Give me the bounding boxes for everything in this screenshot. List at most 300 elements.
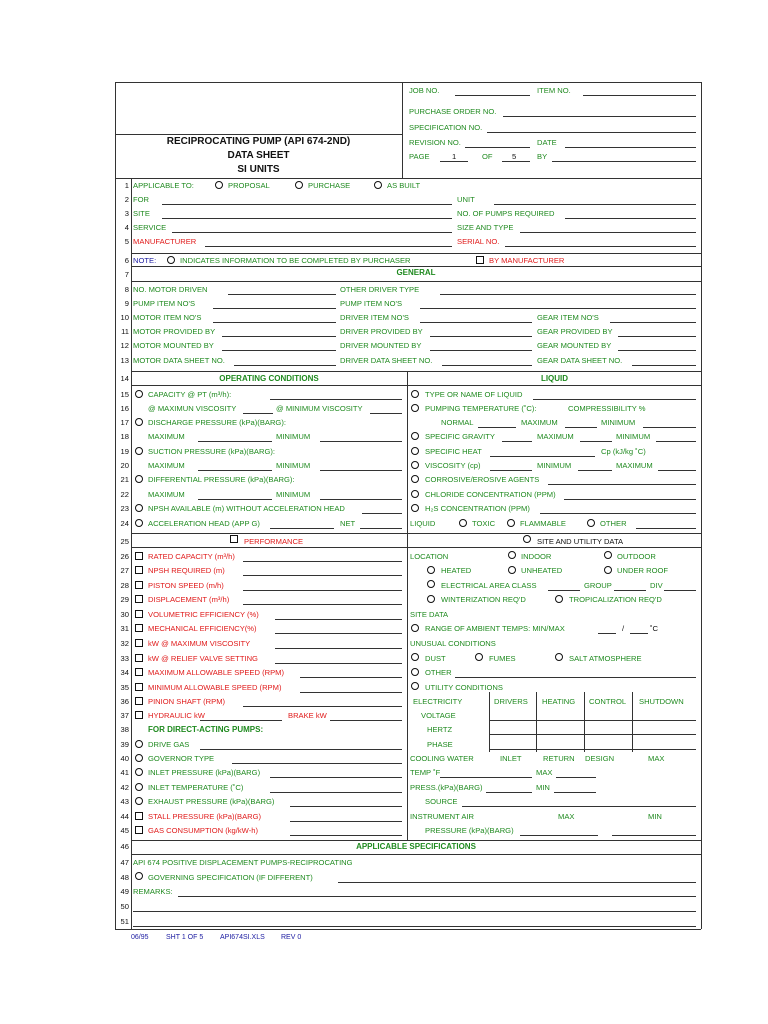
visc-max-label: MAXIMUM — [616, 461, 653, 470]
min-speed-label: MINIMUM ALLOWABLE SPEED (RPM) — [148, 683, 282, 692]
temp-min-field[interactable] — [643, 427, 696, 428]
driver-item-nos-label: DRIVER ITEM NO'S — [340, 313, 409, 322]
under-roof-label: UNDER ROOF — [617, 566, 669, 575]
suction-max-field[interactable] — [198, 470, 272, 471]
kw-max-visc-label: kW @ MAXIMUM VISCOSITY — [148, 639, 251, 648]
rev-no-label: REVISION NO. — [409, 138, 461, 147]
displacement-checkbox[interactable] — [135, 595, 143, 603]
visc-max-field[interactable] — [658, 470, 696, 471]
specific-gravity-label: SPECIFIC GRAVITY — [425, 432, 495, 441]
utility-label: UTILITY CONDITIONS — [425, 683, 503, 692]
toxic-radio[interactable] — [459, 519, 467, 527]
utility-radio[interactable] — [411, 682, 419, 690]
mech-eff-label: MECHANICAL EFFICIENCY(%) — [148, 624, 257, 633]
inlet-temp-label: INLET TEMPERATURE (˚C) — [148, 783, 244, 792]
npsh-available-label: NPSH AVAILABLE (m) WITHOUT ACCELERATION HEAD — [148, 504, 345, 513]
ia-min-label: MIN — [648, 812, 662, 821]
temp-max-field-cw[interactable] — [556, 777, 596, 778]
specific-gravity-field[interactable] — [502, 441, 532, 442]
differential-max-field[interactable] — [198, 499, 272, 500]
pump-temp-radio[interactable] — [411, 404, 419, 412]
kw-relief-field[interactable] — [275, 663, 402, 664]
gas-consumption-checkbox[interactable] — [135, 826, 143, 834]
outdoor-radio[interactable] — [604, 551, 612, 559]
row-number: 26 — [120, 552, 129, 561]
cw-design-header: DESIGN — [585, 754, 615, 763]
pump-item-nos-field-2[interactable] — [420, 308, 696, 309]
h2s-radio[interactable] — [411, 504, 419, 512]
chloride-field[interactable] — [564, 499, 696, 500]
dust-radio[interactable] — [411, 653, 419, 661]
discharge-label: DISCHARGE PRESSURE (kPa)(BARG): — [148, 418, 286, 427]
row-number: 37 — [120, 711, 129, 720]
remarks-field-3[interactable] — [133, 926, 696, 927]
kw-relief-label: kW @ RELIEF VALVE SETTING — [148, 654, 258, 663]
winterization-radio[interactable] — [427, 595, 435, 603]
page-label: PAGE — [409, 152, 430, 161]
temp-max-label: MAXIMUM — [521, 418, 558, 427]
temp-f-label: TEMP ˚F — [410, 768, 441, 777]
rated-capacity-checkbox[interactable] — [135, 552, 143, 560]
remarks-field-1[interactable] — [178, 896, 696, 897]
specific-gravity-radio[interactable] — [411, 432, 419, 440]
driver-mounted-by-field[interactable] — [430, 350, 532, 351]
size-type-field[interactable] — [520, 232, 696, 233]
differential-label: DIFFERENTIAL PRESSURE (kPa)(BARG): — [148, 475, 295, 484]
pump-item-nos-field[interactable] — [213, 308, 336, 309]
temp-f-field[interactable] — [440, 777, 532, 778]
serial-no-label: SERIAL NO. — [457, 237, 500, 246]
row-number: 12 — [120, 341, 129, 350]
displacement-label: DISPLACEMENT (m³/h) — [148, 595, 230, 604]
proposal-radio[interactable] — [215, 181, 223, 189]
frame-bottom — [115, 929, 701, 930]
motor-data-sheet-field[interactable] — [234, 365, 336, 366]
row-number: 32 — [120, 639, 129, 648]
specific-heat-radio[interactable] — [411, 447, 419, 455]
row-number: 14 — [120, 374, 129, 383]
differential-min-label: MINIMUM — [276, 490, 311, 499]
motor-mounted-by-field[interactable] — [222, 350, 336, 351]
purchase-label: PURCHASE — [308, 181, 351, 190]
winterization-label: WINTERIZATION REQ'D — [441, 595, 526, 604]
manufacturer-symbol-icon — [476, 256, 484, 264]
flammable-label: FLAMMABLE — [520, 519, 566, 528]
hydraulic-kw-label: HYDRAULIC kW — [148, 711, 205, 720]
ia-max-field[interactable] — [520, 835, 598, 836]
row-number: 35 — [120, 683, 129, 692]
phase-row-line[interactable] — [489, 749, 696, 750]
outdoor-label: OUTDOOR — [617, 552, 656, 561]
max-speed-field[interactable] — [300, 677, 402, 678]
sg-max-field[interactable] — [580, 441, 612, 442]
ia-min-field[interactable] — [612, 835, 696, 836]
sg-min-label: MINIMUM — [616, 432, 651, 441]
for-field[interactable] — [162, 204, 452, 205]
row-number: 49 — [120, 887, 129, 896]
inlet-temp-field[interactable] — [270, 792, 402, 793]
size-type-label: SIZE AND TYPE — [457, 223, 514, 232]
row-number: 23 — [120, 504, 129, 513]
remarks-field-2[interactable] — [133, 911, 696, 912]
liquid-other-radio[interactable] — [587, 519, 595, 527]
discharge-max-label: MAXIMUM — [148, 432, 185, 441]
rated-capacity-label: RATED CAPACITY (m³/h) — [148, 552, 235, 561]
hydraulic-kw-checkbox[interactable] — [135, 711, 143, 719]
mech-eff-field[interactable] — [275, 633, 402, 634]
row-number: 40 — [120, 754, 129, 763]
row-number: 16 — [120, 404, 129, 413]
as-built-radio[interactable] — [374, 181, 382, 189]
min-visc-field[interactable] — [370, 413, 402, 414]
press-min-field[interactable] — [554, 792, 596, 793]
direct-acting-heading: FOR DIRECT-ACTING PUMPS: — [148, 725, 264, 734]
driver-mounted-by-label: DRIVER MOUNTED BY — [340, 341, 422, 350]
heated-radio[interactable] — [427, 566, 435, 574]
temp-normal-label: NORMAL — [441, 418, 474, 427]
service-field[interactable] — [172, 232, 452, 233]
row-number: 30 — [120, 610, 129, 619]
discharge-min-label: MINIMUM — [276, 432, 311, 441]
page-field — [440, 161, 468, 162]
piston-speed-label: PISTON SPEED (m/h) — [148, 581, 224, 590]
vol-eff-label: VOLUMETRIC EFFICIENCY (%) — [148, 610, 259, 619]
voltage-row-line[interactable] — [489, 720, 696, 721]
cw-inlet-header: INLET — [500, 754, 522, 763]
under-roof-radio[interactable] — [604, 566, 612, 574]
capacity-field[interactable] — [270, 399, 402, 400]
inlet-pressure-radio[interactable] — [135, 768, 143, 776]
inlet-pressure-field[interactable] — [270, 777, 402, 778]
div-label: DIV — [650, 581, 663, 590]
viscosity-label: VISCOSITY (cp) — [425, 461, 481, 470]
vol-eff-checkbox[interactable] — [135, 610, 143, 618]
ambient-min-field[interactable] — [598, 633, 616, 634]
gear-data-sheet-field[interactable] — [632, 365, 696, 366]
row-number: 51 — [120, 917, 129, 926]
min-speed-checkbox[interactable] — [135, 683, 143, 691]
max-visc-field[interactable] — [243, 413, 273, 414]
row-number: 48 — [120, 873, 129, 882]
suction-max-label: MAXIMUM — [148, 461, 185, 470]
rev-no-field[interactable] — [465, 147, 530, 148]
sg-min-field[interactable] — [656, 441, 696, 442]
row-number: 11 — [121, 327, 129, 336]
displacement-field[interactable] — [243, 604, 402, 605]
row-number: 17 — [120, 418, 129, 427]
row-number: 38 — [120, 725, 129, 734]
row-number: 39 — [120, 740, 129, 749]
temp-max-field[interactable] — [565, 427, 597, 428]
viscosity-field[interactable] — [490, 470, 532, 471]
temp-min-label: MINIMUM — [601, 418, 636, 427]
item-no-field[interactable] — [583, 95, 696, 96]
vol-eff-field[interactable] — [275, 619, 402, 620]
ambient-radio[interactable] — [411, 624, 419, 632]
governor-type-label: GOVERNOR TYPE — [148, 754, 215, 763]
differential-radio[interactable] — [135, 475, 143, 483]
instrument-air-label: INSTRUMENT AIR — [410, 812, 474, 821]
dust-label: DUST — [425, 654, 446, 663]
governor-type-field[interactable] — [232, 763, 402, 764]
gear-provided-by-field[interactable] — [618, 336, 696, 337]
liquid-type-label: TYPE OR NAME OF LIQUID — [425, 390, 523, 399]
driver-data-sheet-field[interactable] — [442, 365, 532, 366]
gear-item-nos-field[interactable] — [610, 322, 696, 323]
kw-relief-checkbox[interactable] — [135, 654, 143, 662]
utility-grid-line-3 — [584, 692, 585, 752]
visc-min-label: MINIMUM — [537, 461, 572, 470]
operating-heading: OPERATING CONDITIONS — [219, 374, 319, 383]
site-other-field[interactable] — [455, 677, 696, 678]
specific-heat-field[interactable] — [490, 456, 595, 457]
row-number: 5 — [124, 237, 129, 246]
exhaust-pressure-field[interactable] — [290, 806, 402, 807]
stall-pressure-field[interactable] — [290, 821, 402, 822]
row-number: 44 — [120, 812, 129, 821]
row-number: 27 — [120, 566, 129, 575]
site-other-radio[interactable] — [411, 668, 419, 676]
div-field[interactable] — [664, 590, 696, 591]
min-speed-field[interactable] — [300, 692, 402, 693]
utility-grid-line-4 — [632, 692, 633, 752]
specific-heat-label: SPECIFIC HEAT — [425, 447, 482, 456]
kw-max-visc-checkbox[interactable] — [135, 639, 143, 647]
governing-radio[interactable] — [135, 872, 143, 880]
motor-item-nos-field[interactable] — [213, 322, 336, 323]
gear-mounted-by-label: GEAR MOUNTED BY — [537, 341, 612, 350]
piston-speed-field[interactable] — [243, 590, 402, 591]
visc-min-field[interactable] — [578, 470, 612, 471]
chloride-radio[interactable] — [411, 490, 419, 498]
page-value: 1 — [452, 152, 457, 161]
row-number: 13 — [120, 356, 129, 365]
row-number: 46 — [120, 842, 129, 851]
group-field[interactable] — [614, 590, 646, 591]
site-field[interactable] — [162, 218, 452, 219]
row-number: 33 — [120, 654, 129, 663]
other-driver-type-field[interactable] — [440, 294, 696, 295]
row-number: 42 — [120, 783, 129, 792]
accel-head-label: ACCELERATION HEAD (APP G) — [148, 519, 260, 528]
heating-header: HEATING — [542, 697, 576, 706]
elec-area-radio[interactable] — [427, 580, 435, 588]
row-number: 6 — [124, 256, 129, 265]
npsh-available-radio[interactable] — [135, 504, 143, 512]
row-number: 1 — [124, 181, 129, 190]
note-manufacturer-text: BY MANUFACTURER — [489, 256, 565, 265]
fumes-label: FUMES — [489, 654, 516, 663]
motor-mounted-by-label: MOTOR MOUNTED BY — [133, 341, 214, 350]
header-bottom — [115, 178, 701, 179]
remarks-label: REMARKS: — [133, 887, 173, 896]
by-field[interactable] — [552, 161, 696, 162]
divider-performance-bottom — [131, 547, 701, 548]
sg-max-label: MAXIMUM — [537, 432, 574, 441]
npsh-required-label: NPSH REQUIRED (m) — [148, 566, 225, 575]
pinion-shaft-label: PINION SHAFT (RPM) — [148, 697, 226, 706]
unit-label: UNIT — [457, 195, 475, 204]
ambient-label: RANGE OF AMBIENT TEMPS: MIN/MAX — [425, 624, 565, 633]
hertz-row-line[interactable] — [489, 734, 696, 735]
row-number: 2 — [124, 195, 129, 204]
shutdown-header: SHUTDOWN — [639, 697, 684, 706]
governing-field[interactable] — [338, 882, 696, 883]
kw-max-visc-field[interactable] — [275, 648, 402, 649]
gear-mounted-by-field[interactable] — [618, 350, 696, 351]
npsh-required-checkbox[interactable] — [135, 566, 143, 574]
hydraulic-kw-field[interactable] — [200, 720, 282, 721]
row-number: 45 — [120, 826, 129, 835]
viscosity-radio[interactable] — [411, 461, 419, 469]
discharge-max-field[interactable] — [198, 441, 272, 442]
brake-kw-label: BRAKE kW — [288, 711, 327, 720]
unheated-radio[interactable] — [508, 566, 516, 574]
motor-provided-by-label: MOTOR PROVIDED BY — [133, 327, 216, 336]
accel-head-field[interactable] — [270, 528, 334, 529]
drive-gas-radio[interactable] — [135, 740, 143, 748]
piston-speed-checkbox[interactable] — [135, 581, 143, 589]
drive-gas-label: DRIVE GAS — [148, 740, 190, 749]
net-label: NET — [340, 519, 356, 528]
footer-rev: REV 0 — [281, 934, 302, 941]
row-num-divider — [131, 178, 132, 929]
motor-provided-by-field[interactable] — [222, 336, 336, 337]
job-no-field[interactable] — [455, 95, 530, 96]
spec-no-label: SPECIFICATION NO. — [409, 123, 483, 132]
serial-no-field[interactable] — [505, 246, 696, 247]
driver-provided-by-field[interactable] — [430, 336, 532, 337]
discharge-radio[interactable] — [135, 418, 143, 426]
row-number: 7 — [124, 270, 129, 279]
npsh-available-field[interactable] — [362, 513, 402, 514]
pinion-shaft-checkbox[interactable] — [135, 697, 143, 705]
governor-type-radio[interactable] — [135, 754, 143, 762]
suction-min-label: MINIMUM — [276, 461, 311, 470]
applicable-to-label: APPLICABLE TO: — [133, 181, 194, 190]
source-field[interactable] — [462, 806, 696, 807]
drive-gas-field[interactable] — [200, 749, 402, 750]
row-number: 8 — [124, 285, 129, 294]
rated-capacity-field[interactable] — [243, 561, 402, 562]
utility-grid-line-2 — [536, 692, 537, 752]
frame-top — [115, 82, 701, 83]
unheated-label: UNHEATED — [521, 566, 563, 575]
exhaust-pressure-radio[interactable] — [135, 797, 143, 805]
performance-heading: PERFORMANCE — [244, 537, 304, 546]
row-number: 20 — [120, 461, 129, 470]
press-field[interactable] — [486, 792, 532, 793]
brake-kw-field[interactable] — [330, 720, 402, 721]
for-label: FOR — [133, 195, 150, 204]
governing-label: GOVERNING SPECIFICATION (IF DIFFERENT) — [148, 873, 313, 882]
flammable-radio[interactable] — [507, 519, 515, 527]
cw-max-header: MAX — [648, 754, 665, 763]
row-number: 31 — [120, 624, 129, 633]
elec-area-field[interactable] — [548, 590, 580, 591]
temp-max-label-cw: MAX — [536, 768, 553, 777]
unit-field[interactable] — [494, 204, 696, 205]
fumes-radio[interactable] — [475, 653, 483, 661]
stall-pressure-checkbox[interactable] — [135, 812, 143, 820]
manufacturer-field[interactable] — [205, 246, 452, 247]
spec-no-field[interactable] — [487, 132, 696, 133]
hertz-label: HERTZ — [427, 725, 453, 734]
footer-file: API674SI.XLS — [220, 934, 265, 941]
row-number: 21 — [120, 475, 129, 484]
no-pumps-label: NO. OF PUMPS REQUIRED — [457, 209, 555, 218]
suction-radio[interactable] — [135, 447, 143, 455]
row-number: 22 — [120, 490, 129, 499]
driver-data-sheet-label: DRIVER DATA SHEET NO. — [340, 356, 433, 365]
npsh-required-field[interactable] — [243, 575, 402, 576]
frame-right — [701, 82, 702, 929]
row-number: 47 — [120, 858, 129, 867]
capacity-radio[interactable] — [135, 390, 143, 398]
manufacturer-label: MANUFACTURER — [133, 237, 197, 246]
row-number: 50 — [120, 902, 129, 911]
no-pumps-field[interactable] — [565, 218, 696, 219]
corrosive-radio[interactable] — [411, 475, 419, 483]
location-label: LOCATION — [410, 552, 449, 561]
control-header: CONTROL — [589, 697, 627, 706]
mech-eff-checkbox[interactable] — [135, 624, 143, 632]
differential-min-field[interactable] — [320, 499, 402, 500]
salt-label: SALT ATMOSPHERE — [569, 654, 642, 663]
source-label: SOURCE — [425, 797, 458, 806]
gas-consumption-field[interactable] — [290, 835, 402, 836]
ambient-unit: ˚C — [650, 624, 659, 633]
utility-grid-line-1 — [489, 692, 490, 752]
ambient-max-field[interactable] — [630, 633, 648, 634]
tropicalization-radio[interactable] — [555, 595, 563, 603]
salt-radio[interactable] — [555, 653, 563, 661]
no-motor-driven-field[interactable] — [228, 294, 336, 295]
suction-min-field[interactable] — [320, 470, 402, 471]
liquid-type-field[interactable] — [533, 399, 696, 400]
drivers-header: DRIVERS — [494, 697, 528, 706]
discharge-min-field[interactable] — [320, 441, 402, 442]
inlet-temp-radio[interactable] — [135, 783, 143, 791]
motor-data-sheet-label: MOTOR DATA SHEET NO. — [133, 356, 225, 365]
liquid-type-radio[interactable] — [411, 390, 419, 398]
note-label: NOTE: — [133, 256, 157, 265]
po-no-field[interactable] — [503, 116, 696, 117]
differential-max-label: MAXIMUM — [148, 490, 185, 499]
h2s-field[interactable] — [540, 513, 696, 514]
net-field[interactable] — [360, 528, 402, 529]
driver-item-nos-field[interactable] — [420, 322, 532, 323]
corrosive-field[interactable] — [548, 484, 696, 485]
liquid-other-field[interactable] — [636, 528, 696, 529]
accel-head-radio[interactable] — [135, 519, 143, 527]
date-field[interactable] — [565, 147, 696, 148]
pinion-shaft-field[interactable] — [243, 706, 402, 707]
min-visc-label: @ MINIMUM VISCOSITY — [276, 404, 363, 413]
capacity-label: CAPACITY @ PT (m³/h): — [148, 390, 232, 399]
max-speed-checkbox[interactable] — [135, 668, 143, 676]
of-label: OF — [482, 152, 493, 161]
temp-normal-field[interactable] — [478, 427, 516, 428]
indoor-radio[interactable] — [508, 551, 516, 559]
electricity-label: ELECTRICITY — [413, 697, 463, 706]
purchaser-symbol-icon — [167, 256, 175, 264]
purchase-radio[interactable] — [295, 181, 303, 189]
tropicalization-label: TROPICALIZATION REQ'D — [569, 595, 662, 604]
site-utility-symbol-icon — [523, 535, 531, 543]
row-number: 15 — [120, 390, 129, 399]
divider-general-top — [131, 266, 701, 267]
